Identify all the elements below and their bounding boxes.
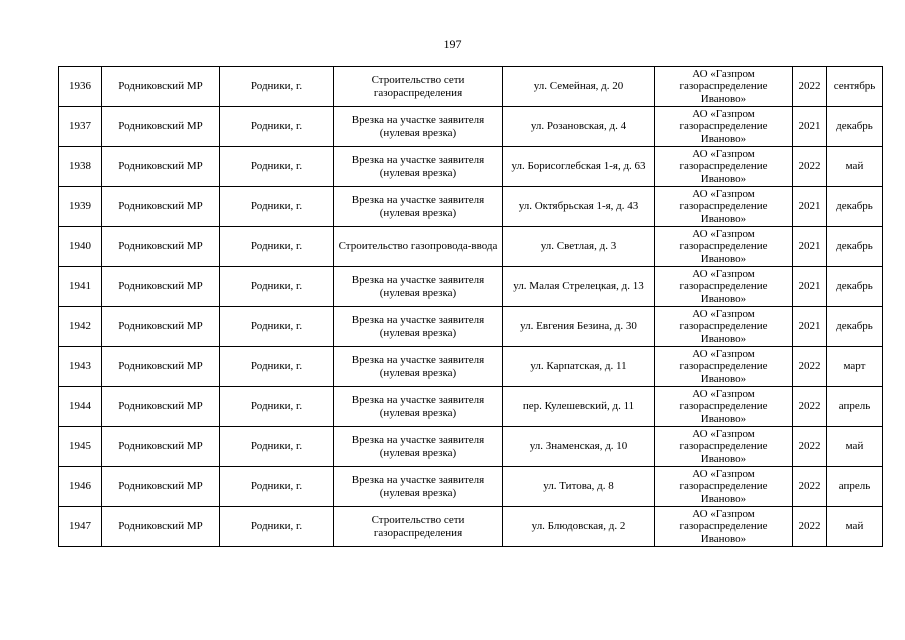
month-cell: май: [827, 147, 883, 187]
table-row: [59, 467, 883, 507]
district-cell: Родниковский МР: [102, 467, 220, 507]
work-type-cell: Врезка на участке заявителя (нулевая врезка): [334, 107, 503, 147]
table-row: [59, 507, 883, 547]
address-cell: ул. Борисоглебская 1-я, д. 63: [503, 147, 655, 187]
district-cell: Родниковский МР: [102, 267, 220, 307]
month-cell: декабрь: [827, 267, 883, 307]
work-type-cell: Строительство сети газораспределения: [334, 67, 503, 107]
work-type-cell: Строительство сети газораспределения: [334, 507, 503, 547]
year-cell: 2022: [793, 347, 827, 387]
district-cell: Родниковский МР: [102, 107, 220, 147]
organization-cell: АО «Газпром газораспределение Иваново»: [655, 267, 793, 307]
address-cell: ул. Светлая, д. 3: [503, 227, 655, 267]
row-number-cell: 1946: [59, 467, 102, 507]
organization-cell: АО «Газпром газораспределение Иваново»: [655, 67, 793, 107]
address-cell: ул. Блюдовская, д. 2: [503, 507, 655, 547]
district-cell: Родниковский МР: [102, 387, 220, 427]
registry-table-body: [59, 67, 883, 547]
month-cell: сентябрь: [827, 67, 883, 107]
page-number: 197: [443, 37, 462, 51]
year-cell: 2022: [793, 147, 827, 187]
work-type-cell: Врезка на участке заявителя (нулевая врезка): [334, 267, 503, 307]
table-row: [59, 107, 883, 147]
table-row: [59, 427, 883, 467]
organization-cell: АО «Газпром газораспределение Иваново»: [655, 107, 793, 147]
city-cell: Родники, г.: [220, 427, 334, 467]
work-type-cell: Врезка на участке заявителя (нулевая врезка): [334, 347, 503, 387]
city-cell: Родники, г.: [220, 387, 334, 427]
year-cell: 2022: [793, 507, 827, 547]
work-type-cell: Врезка на участке заявителя (нулевая врезка): [334, 307, 503, 347]
row-number-cell: 1936: [59, 67, 102, 107]
district-cell: Родниковский МР: [102, 307, 220, 347]
year-cell: 2021: [793, 227, 827, 267]
row-number-cell: 1947: [59, 507, 102, 547]
row-number-cell: 1939: [59, 187, 102, 227]
table-row: [59, 147, 883, 187]
organization-cell: АО «Газпром газораспределение Иваново»: [655, 387, 793, 427]
city-cell: Родники, г.: [220, 307, 334, 347]
city-cell: Родники, г.: [220, 147, 334, 187]
year-cell: 2021: [793, 267, 827, 307]
city-cell: Родники, г.: [220, 267, 334, 307]
month-cell: декабрь: [827, 107, 883, 147]
address-cell: ул. Знаменская, д. 10: [503, 427, 655, 467]
address-cell: пер. Кулешевский, д. 11: [503, 387, 655, 427]
work-type-cell: Строительство газопровода-ввода: [334, 227, 503, 267]
table-row: [59, 347, 883, 387]
district-cell: Родниковский МР: [102, 227, 220, 267]
year-cell: 2022: [793, 467, 827, 507]
month-cell: апрель: [827, 467, 883, 507]
table-row: [59, 387, 883, 427]
address-cell: ул. Карпатская, д. 11: [503, 347, 655, 387]
organization-cell: АО «Газпром газораспределение Иваново»: [655, 227, 793, 267]
district-cell: Родниковский МР: [102, 427, 220, 467]
organization-cell: АО «Газпром газораспределение Иваново»: [655, 347, 793, 387]
table-row: [59, 307, 883, 347]
work-type-cell: Врезка на участке заявителя (нулевая врезка): [334, 187, 503, 227]
work-type-cell: Врезка на участке заявителя (нулевая врезка): [334, 427, 503, 467]
organization-cell: АО «Газпром газораспределение Иваново»: [655, 187, 793, 227]
row-number-cell: 1940: [59, 227, 102, 267]
address-cell: ул. Розановская, д. 4: [503, 107, 655, 147]
city-cell: Родники, г.: [220, 347, 334, 387]
month-cell: май: [827, 427, 883, 467]
address-cell: ул. Титова, д. 8: [503, 467, 655, 507]
organization-cell: АО «Газпром газораспределение Иваново»: [655, 427, 793, 467]
work-type-cell: Врезка на участке заявителя (нулевая врезка): [334, 147, 503, 187]
row-number-cell: 1937: [59, 107, 102, 147]
city-cell: Родники, г.: [220, 187, 334, 227]
city-cell: Родники, г.: [220, 467, 334, 507]
registry-table: [58, 66, 883, 547]
city-cell: Родники, г.: [220, 507, 334, 547]
table-row: [59, 227, 883, 267]
year-cell: 2021: [793, 107, 827, 147]
district-cell: Родниковский МР: [102, 147, 220, 187]
month-cell: декабрь: [827, 187, 883, 227]
address-cell: ул. Октябрьская 1-я, д. 43: [503, 187, 655, 227]
table-row: [59, 267, 883, 307]
city-cell: Родники, г.: [220, 227, 334, 267]
organization-cell: АО «Газпром газораспределение Иваново»: [655, 507, 793, 547]
district-cell: Родниковский МР: [102, 187, 220, 227]
district-cell: Родниковский МР: [102, 507, 220, 547]
row-number-cell: 1941: [59, 267, 102, 307]
city-cell: Родники, г.: [220, 107, 334, 147]
row-number-cell: 1945: [59, 427, 102, 467]
row-number-cell: 1942: [59, 307, 102, 347]
organization-cell: АО «Газпром газораспределение Иваново»: [655, 147, 793, 187]
row-number-cell: 1944: [59, 387, 102, 427]
table-row: [59, 67, 883, 107]
month-cell: март: [827, 347, 883, 387]
row-number-cell: 1943: [59, 347, 102, 387]
district-cell: Родниковский МР: [102, 67, 220, 107]
district-cell: Родниковский МР: [102, 347, 220, 387]
organization-cell: АО «Газпром газораспределение Иваново»: [655, 467, 793, 507]
year-cell: 2022: [793, 67, 827, 107]
year-cell: 2022: [793, 427, 827, 467]
work-type-cell: Врезка на участке заявителя (нулевая врезка): [334, 387, 503, 427]
year-cell: 2022: [793, 387, 827, 427]
address-cell: ул. Малая Стрелецкая, д. 13: [503, 267, 655, 307]
month-cell: декабрь: [827, 307, 883, 347]
month-cell: май: [827, 507, 883, 547]
year-cell: 2021: [793, 187, 827, 227]
city-cell: Родники, г.: [220, 67, 334, 107]
month-cell: декабрь: [827, 227, 883, 267]
table-row: [59, 187, 883, 227]
row-number-cell: 1938: [59, 147, 102, 187]
address-cell: ул. Евгения Безина, д. 30: [503, 307, 655, 347]
work-type-cell: Врезка на участке заявителя (нулевая врезка): [334, 467, 503, 507]
year-cell: 2021: [793, 307, 827, 347]
address-cell: ул. Семейная, д. 20: [503, 67, 655, 107]
month-cell: апрель: [827, 387, 883, 427]
organization-cell: АО «Газпром газораспределение Иваново»: [655, 307, 793, 347]
